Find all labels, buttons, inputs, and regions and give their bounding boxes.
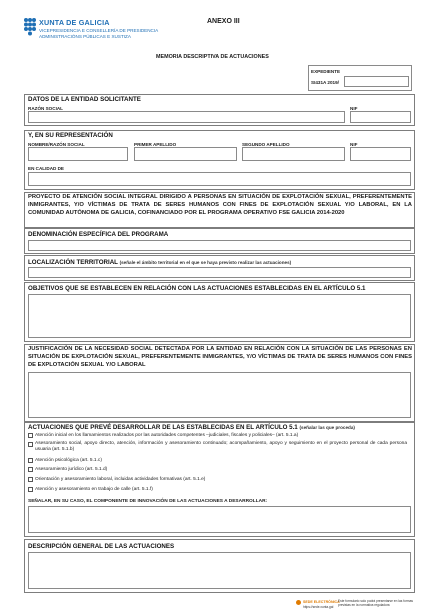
localizacion-title: [28, 259, 291, 266]
sede-label: SEDE ELECTRÓNICA: [303, 600, 340, 604]
entidad-nif-input[interactable]: [350, 111, 411, 123]
proyecto-text: PROYECTO DE ATENCIÓN SOCIAL INTEGRAL DIRIGIDO A PERSONAS EN SITUACIÓN DE EXPLOTACIÓN SEXUAL, PREFERENTEMENTE INMIGRANTES, Y/O VÍCTIMAS DE TRATA DE SERES HUMANOS CON FINES DE EXPLOTACIÓN SEXUAL Y/O LABORAL, EN LA COMUNIDAD AUTÓNOMA DE GALICIA, COFINANCIADO POR EL PROGRAMA OPERATIVO FSE GALICIA 2014-2020: [28, 194, 412, 216]
representante-nif-label: NIF: [350, 142, 358, 147]
sede-url[interactable]: https://sede.xunta.gal: [303, 605, 334, 609]
justificacion-textarea[interactable]: [28, 372, 411, 418]
objetivos-textarea[interactable]: [28, 294, 411, 338]
segundo-apellido-input[interactable]: [242, 147, 345, 161]
localizacion-title-text: LOCALIZACIÓN TERRITORIAL: [28, 259, 118, 266]
actuaciones-hint: (señalar las que proceda): [299, 425, 355, 430]
primer-apellido-label: PRIMER APELLIDO: [134, 142, 177, 147]
document-title: MEMORIA DESCRIPTIVA DE ACTUACIONES: [156, 54, 269, 60]
actuacion-a-label: Atención inicial en los llamamientos realizados por las autoridades competentes –judiciales, fiscales y policiales– (art. 5.1.a): [35, 433, 299, 438]
expediente-number-input[interactable]: [344, 76, 409, 87]
actuaciones-title: [28, 424, 355, 431]
descripcion-title: DESCRIPCIÓN GENERAL DE LAS ACTUACIONES: [28, 543, 175, 550]
sede-icon: [296, 600, 301, 605]
programa-input[interactable]: [28, 240, 411, 251]
entidad-title: DATOS DE LA ENTIDAD SOLICITANTE: [28, 96, 141, 103]
expediente-label: EXPEDIENTE: [311, 69, 341, 74]
actuacion-d-label: Asesoramiento jurídico (art. 5.1.d): [35, 467, 108, 472]
objetivos-title: OBJETIVOS QUE SE ESTABLECEN EN RELACIÓN CON LAS ACTUACIONES ESTABLECIDAS EN EL ARTÍCULO 5.1: [28, 285, 366, 292]
en-calidad-label: EN CALIDAD DE: [28, 166, 64, 171]
actuacion-e-checkbox[interactable]: [28, 477, 33, 482]
actuacion-f-checkbox[interactable]: [28, 487, 33, 492]
representante-nif-input[interactable]: [350, 147, 411, 161]
expediente-value: SI431A 2019/: [311, 80, 339, 85]
innovacion-textarea[interactable]: [28, 506, 411, 533]
actuacion-c-label: Atención psicológica (art. 5.1.c): [35, 458, 102, 463]
department-line-1: VICEPRESIDENCIA E CONSELLERÍA DE PRESIDENCIA: [39, 28, 159, 33]
nombre-label: NOMBRE/RAZÓN SOCIAL: [28, 142, 85, 147]
actuacion-b-checkbox[interactable]: [28, 442, 33, 447]
localizacion-hint: (señale el ámbito territorial en el que se haya previsto realizar las actuaciones): [119, 260, 292, 265]
annex-label: ANEXO III: [207, 18, 240, 25]
xunta-logo-icon: [23, 17, 37, 37]
razon-social-label: RAZÓN SOCIAL: [28, 106, 63, 111]
brand-name: XUNTA DE GALICIA: [39, 18, 110, 27]
entidad-nif-label: NIF: [350, 106, 358, 111]
justificacion-title: JUSTIFICACIÓN DE LA NECESIDAD SOCIAL DETECTADA POR LA ENTIDAD EN RELACIÓN CON LA SITUACIÓN DE LAS PERSONAS EN SITUACIÓN DE EXPLOTACIÓN SEXUAL, PREFERENTEMENTE INMIGRANTES, Y/O VÍCTIMAS DE TRATA DE SERES HUMANOS CON FINES DE EXPLOTACIÓN SEXUAL Y/O LABORAL: [28, 346, 412, 368]
actuacion-b-label: Asesoramiento social, apoyo directo, atención, información y asesoramiento continuado; acompañamiento, apoyo y seguimiento en el proyecto personal de cada persona usuaria (art. 5.1.b): [35, 441, 407, 452]
actuacion-c-checkbox[interactable]: [28, 458, 33, 463]
primer-apellido-input[interactable]: [134, 147, 237, 161]
sede-note: Este formulario solo podrá presentarse en las formas previstas en la normativa reguladora: [338, 599, 413, 607]
actuacion-f-label: Atención y asesoramiento en trabajo de calle (art. 5.1.f): [35, 487, 153, 492]
nombre-input[interactable]: [28, 147, 128, 161]
actuacion-e-label: Orientación y asesoramiento laboral, incluidas actividades formativas (art. 5.1.e): [35, 477, 206, 482]
department-line-2: ADMINISTRACIÓNS PÚBLICAS E XUSTIZA: [39, 34, 131, 39]
segundo-apellido-label: SEGUNDO APELLIDO: [242, 142, 290, 147]
en-calidad-input[interactable]: [28, 172, 411, 186]
representacion-title: Y, EN SU REPRESENTACIÓN: [28, 132, 113, 139]
descripcion-textarea[interactable]: [28, 552, 411, 589]
innovacion-label: SEÑALAR, EN SU CASO, EL COMPONENTE DE INNOVACIÓN DE LAS ACTUACIONES A DESARROLLAR:: [28, 499, 268, 504]
actuacion-a-checkbox[interactable]: [28, 433, 33, 438]
razon-social-input[interactable]: [28, 111, 345, 123]
actuaciones-title-text: ACTUACIONES QUE PREVÉ DESARROLLAR DE LAS ESTABLECIDAS EN EL ARTÍCULO 5.1: [28, 424, 298, 431]
programa-title: DENOMINACIÓN ESPECÍFICA DEL PROGRAMA: [28, 231, 169, 238]
actuacion-d-checkbox[interactable]: [28, 467, 33, 472]
localizacion-input[interactable]: [28, 267, 411, 278]
